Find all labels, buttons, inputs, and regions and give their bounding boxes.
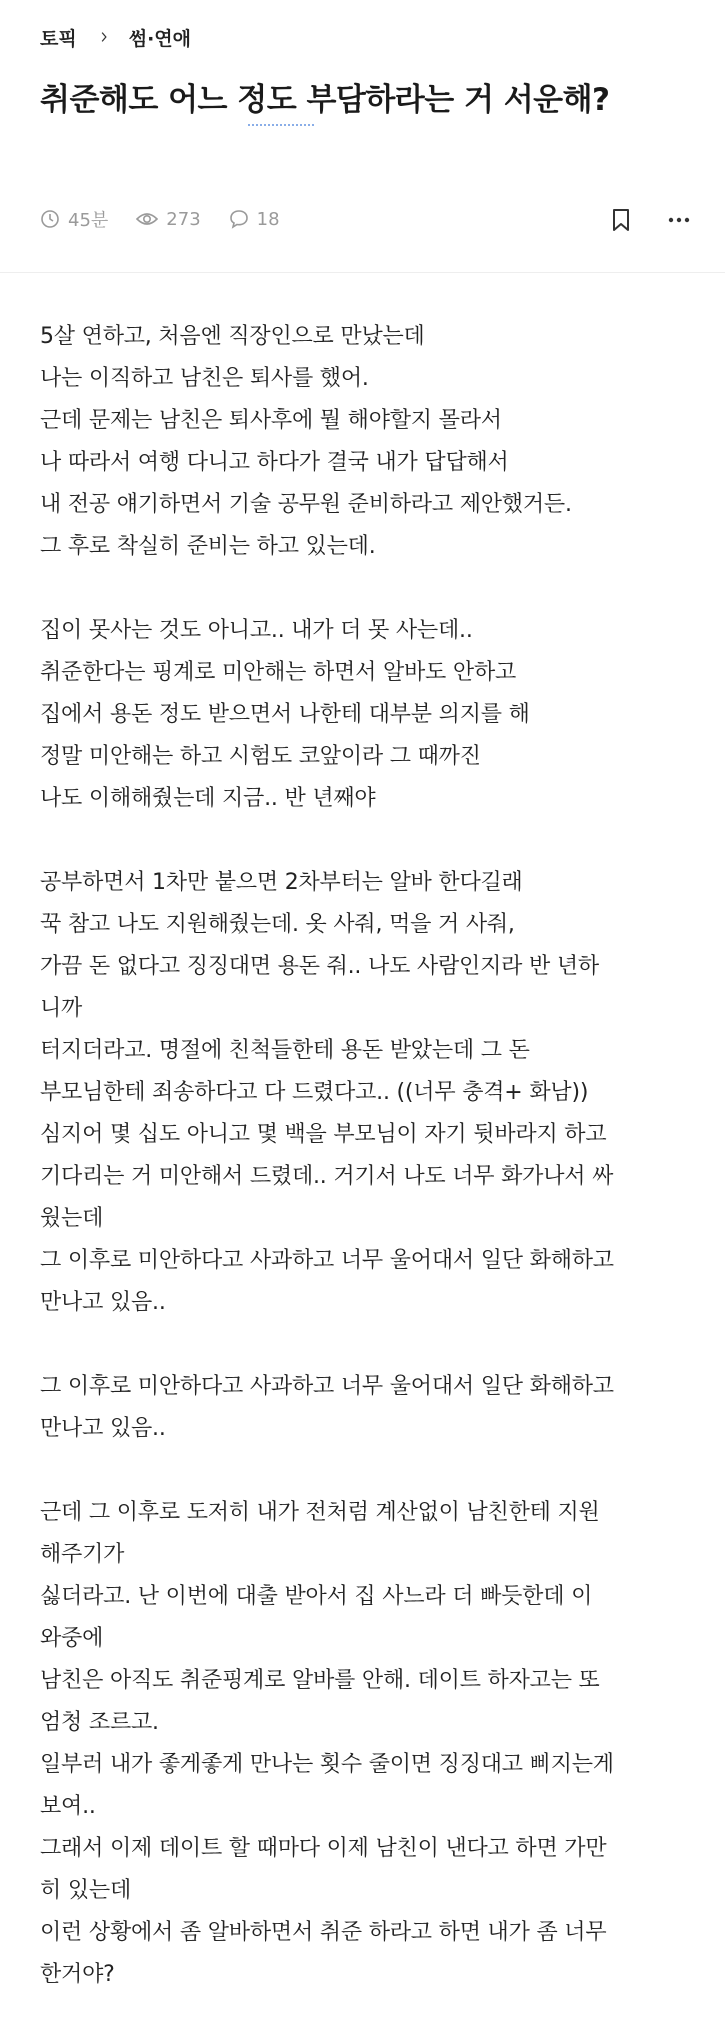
post-comments[interactable] [229, 209, 280, 230]
breadcrumb-category[interactable]: 썸·연애 [128, 27, 191, 50]
text-line: 근데 문제는 남친은 퇴사후에 뭘 해야할지 몰라서 [40, 408, 502, 433]
post-meta [40, 206, 308, 232]
post-paragraph [40, 1492, 700, 1996]
header-divider [0, 272, 725, 273]
post-body [40, 316, 700, 2038]
clock-icon [40, 209, 60, 229]
post-paragraph [40, 316, 700, 568]
text-line: 심지어 몇 십도 아니고 몇 백을 부모님이 자기 뒷바라지 하고 [40, 1122, 607, 1147]
text-line: 싫더라고. 난 이번에 대출 받아서 집 사느라 더 빠듯한데 이 [40, 1584, 593, 1609]
text-line: 그 이후로 미안하다고 사과하고 너무 울어대서 일단 화해하고 [40, 1248, 614, 1273]
text-line: 니까 [40, 996, 83, 1021]
text-line: 부모님한테 죄송하다고 다 드렸다고.. ((너무 충격+ 화남)) [40, 1080, 589, 1105]
text-line: 터지더라고. 명절에 친척들한테 용돈 받았는데 그 돈 [40, 1038, 530, 1063]
post-views-count: 273 [166, 208, 201, 230]
text-line: 웠는데 [40, 1206, 104, 1231]
text-line: 꾹 참고 나도 지원해줬는데. 옷 사줘, 먹을 거 사줘, [40, 912, 515, 937]
post-views [136, 209, 200, 230]
text-line: 내 전공 얘기하면서 기술 공무원 준비하라고 제안했거든. [40, 492, 572, 517]
text-line: 5살 연하고, 처음엔 직장인으로 만났는데 [40, 324, 425, 349]
text-line: 나도 이해해줬는데 지금.. 반 년째야 [40, 786, 376, 811]
comment-icon [229, 209, 249, 229]
post-actions [579, 204, 695, 236]
text-line: 이런 상황에서 좀 알바하면서 취준 하라고 하면 내가 좀 너무 [40, 1920, 607, 1945]
text-line: 집에서 용돈 정도 받으면서 나한테 대부분 의지를 해 [40, 702, 530, 727]
text-line: 정말 미안해는 하고 시험도 코앞이라 그 때까진 [40, 744, 481, 769]
post-title: 취준해도 어느 정도 부담하라는 거 서운해? [40, 82, 610, 118]
text-line: 해주기가 [40, 1542, 125, 1567]
chevron-right-icon [99, 32, 109, 42]
eye-icon [136, 209, 158, 229]
text-line: 그래서 이제 데이트 할 때마다 이제 남친이 낸다고 하면 가만 [40, 1836, 607, 1861]
text-line: 근데 그 이후로 도저히 내가 전처럼 계산없이 남친한테 지원 [40, 1500, 600, 1525]
post-paragraph [40, 610, 700, 820]
bookmark-button[interactable] [605, 204, 637, 236]
text-line: 일부러 내가 좋게좋게 만나는 횟수 줄이면 징징대고 삐지는게 [40, 1752, 614, 1777]
post-paragraph [40, 862, 700, 1324]
text-line: 나는 이직하고 남친은 퇴사를 했어. [40, 366, 369, 391]
text-line: 와중에 [40, 1626, 104, 1651]
text-line: 보여.. [40, 1794, 96, 1819]
text-line: 엄청 조르고. [40, 1710, 159, 1735]
post-time-label: 45분 [68, 210, 109, 231]
text-line: 취준한다는 핑계로 미안해는 하면서 알바도 안하고 [40, 660, 517, 685]
breadcrumb [40, 22, 191, 52]
text-line: 만나고 있음.. [40, 1416, 166, 1441]
more-button[interactable] [663, 204, 695, 236]
text-line: 한거야? [40, 1962, 115, 1987]
more-horizontal-icon [668, 217, 690, 223]
text-line: 그 이후로 미안하다고 사과하고 너무 울어대서 일단 화해하고 [40, 1374, 614, 1399]
text-line: 만나고 있음.. [40, 1290, 166, 1315]
post-paragraph [40, 1366, 700, 1450]
bookmark-icon [611, 208, 631, 232]
text-line: 공부하면서 1차만 붙으면 2차부터는 알바 한다길래 [40, 870, 523, 895]
text-line: 집이 못사는 것도 아니고.. 내가 더 못 사는데.. [40, 618, 473, 643]
breadcrumb-topic[interactable]: 토픽 [40, 27, 77, 50]
post-time [40, 206, 108, 232]
text-line: 그 후로 착실히 준비는 하고 있는데. [40, 534, 376, 559]
text-line: 남친은 아직도 취준핑계로 알바를 안해. 데이트 하자고는 또 [40, 1668, 600, 1693]
text-line: 기다리는 거 미안해서 드렸데.. 거기서 나도 너무 화가나서 싸 [40, 1164, 614, 1189]
spellcheck-underline [248, 124, 314, 126]
text-line: 가끔 돈 없다고 징징대면 용돈 줘.. 나도 사람인지라 반 년하 [40, 954, 599, 979]
text-line: 나 따라서 여행 다니고 하다가 결국 내가 답답해서 [40, 450, 509, 475]
text-line: 히 있는데 [40, 1878, 132, 1903]
post-comments-count: 18 [256, 208, 280, 230]
